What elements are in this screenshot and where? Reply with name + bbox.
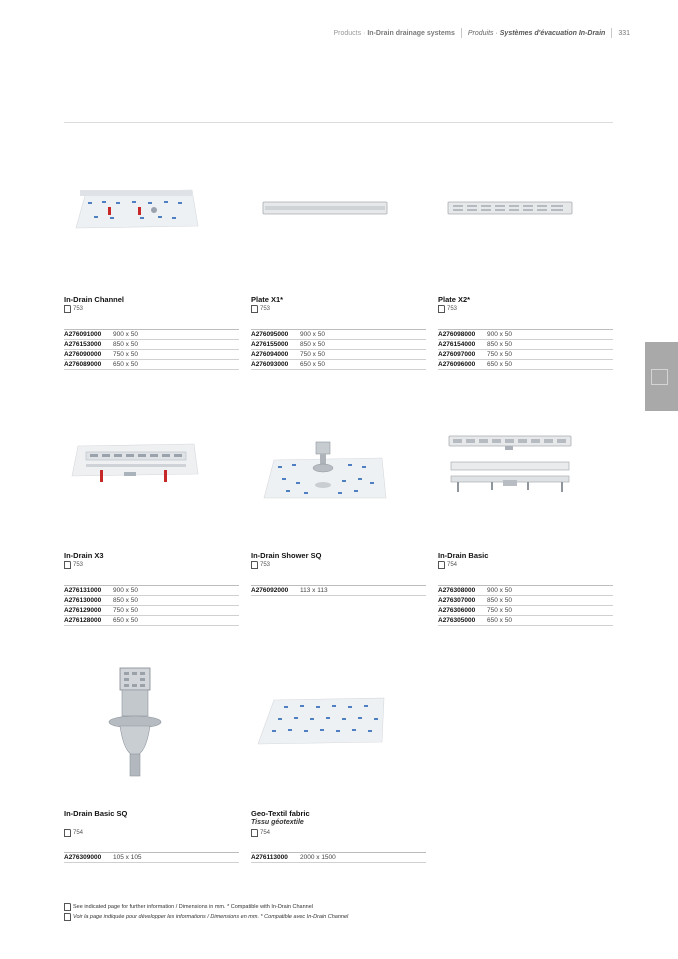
article-code: A276097000 <box>438 351 476 358</box>
document-icon <box>64 305 71 313</box>
article-dimensions: 2000 x 1500 <box>300 854 336 861</box>
table-row <box>64 616 239 626</box>
document-icon <box>64 561 71 569</box>
table-row <box>438 360 613 370</box>
in-drain-basic-image <box>447 432 573 500</box>
article-code: A276098000 <box>438 331 476 338</box>
plate-x2-image <box>447 200 573 216</box>
table-row <box>64 350 239 360</box>
page-reference-number: 754 <box>260 830 271 836</box>
article-table <box>251 585 426 596</box>
article-code: A276095000 <box>251 331 289 338</box>
table-row <box>64 596 239 606</box>
page-reference[interactable] <box>64 829 83 837</box>
article-code: A276094000 <box>251 351 289 358</box>
article-dimensions: 650 x 50 <box>487 617 512 624</box>
footer-note-en <box>64 903 313 911</box>
table-row <box>438 350 613 360</box>
page-reference-number: 753 <box>260 562 271 568</box>
article-dimensions: 750 x 50 <box>487 607 512 614</box>
article-code: A276091000 <box>64 331 102 338</box>
article-dimensions: 750 x 50 <box>113 607 138 614</box>
page-number: 331 <box>618 29 630 37</box>
article-table <box>64 585 239 626</box>
page-reference[interactable] <box>64 305 83 313</box>
article-dimensions: 850 x 50 <box>487 597 512 604</box>
article-code: A276305000 <box>438 617 476 624</box>
header-en-title: In-Drain drainage systems <box>367 29 455 37</box>
footer-note-fr <box>64 913 348 921</box>
table-row <box>64 360 239 370</box>
article-dimensions: 900 x 50 <box>113 331 138 338</box>
article-dimensions: 650 x 50 <box>113 361 138 368</box>
table-row <box>438 340 613 350</box>
product-name: In-Drain Shower SQ <box>251 551 322 560</box>
in-drain-shower-sq-image <box>262 440 388 500</box>
table-row <box>251 853 426 863</box>
article-dimensions: 650 x 50 <box>487 361 512 368</box>
article-code: A276128000 <box>64 617 102 624</box>
article-dimensions: 650 x 50 <box>300 361 325 368</box>
table-row <box>64 340 239 350</box>
article-code: A276130000 <box>64 597 102 604</box>
in-drain-channel-image <box>74 180 200 232</box>
article-code: A276090000 <box>64 351 102 358</box>
table-row <box>438 586 613 596</box>
page-reference-number: 753 <box>73 562 84 568</box>
product-name: In-Drain Basic <box>438 551 489 560</box>
article-code: A276309000 <box>64 854 102 861</box>
header-rule <box>64 122 613 123</box>
page-reference[interactable] <box>64 561 83 569</box>
article-code: A276131000 <box>64 587 102 594</box>
article-code: A276096000 <box>438 361 476 368</box>
plate-x1-image <box>262 200 388 216</box>
table-row <box>251 350 426 360</box>
article-dimensions: 650 x 50 <box>113 617 138 624</box>
article-table <box>64 329 239 370</box>
article-code: A276155000 <box>251 341 289 348</box>
page-reference[interactable] <box>251 561 270 569</box>
article-dimensions: 900 x 50 <box>487 587 512 594</box>
article-dimensions: 900 x 50 <box>300 331 325 338</box>
product-name: Plate X2* <box>438 295 471 304</box>
table-row <box>251 340 426 350</box>
article-code: A276154000 <box>438 341 476 348</box>
table-row <box>438 330 613 340</box>
header-divider <box>611 28 612 38</box>
article-code: A276129000 <box>64 607 102 614</box>
article-code: A276153000 <box>64 341 102 348</box>
header-divider <box>461 28 462 38</box>
document-icon <box>438 561 445 569</box>
article-dimensions: 750 x 50 <box>487 351 512 358</box>
table-row <box>438 596 613 606</box>
side-tab-icon <box>651 369 668 385</box>
article-dimensions: 105 x 105 <box>113 854 142 861</box>
table-row <box>251 360 426 370</box>
article-dimensions: 900 x 50 <box>113 587 138 594</box>
page-reference-number: 753 <box>260 306 271 312</box>
page-reference-number: 753 <box>447 306 458 312</box>
article-table <box>438 329 613 370</box>
article-table <box>251 852 426 863</box>
article-dimensions: 900 x 50 <box>487 331 512 338</box>
table-row <box>64 586 239 596</box>
table-row <box>438 616 613 626</box>
article-code: A276113000 <box>251 854 288 861</box>
document-icon <box>438 305 445 313</box>
article-code: A276092000 <box>251 587 289 594</box>
article-table <box>64 852 239 863</box>
table-row <box>64 853 239 863</box>
product-name: Plate X1* <box>251 295 284 304</box>
article-dimensions: 850 x 50 <box>113 341 138 348</box>
page-header: Products · In-Drain drainage systems Produits · Systèmes d'évacuation In-Drain 331 <box>333 29 630 37</box>
article-code: A276308000 <box>438 587 476 594</box>
section-side-tab[interactable] <box>645 342 678 411</box>
document-icon <box>251 561 258 569</box>
page-reference-number: 754 <box>447 562 458 568</box>
document-icon <box>64 913 71 921</box>
article-code: A276306000 <box>438 607 476 614</box>
table-row <box>64 606 239 616</box>
in-drain-basic-sq-image <box>104 664 164 782</box>
table-row <box>438 606 613 616</box>
footer-text-en: See indicated page for further information / Dimensions in mm. * Compatible with In-Drain Channel <box>73 904 313 910</box>
geo-textil-fabric-image <box>256 694 388 750</box>
table-row <box>251 586 426 596</box>
article-dimensions: 750 x 50 <box>300 351 325 358</box>
document-icon <box>64 829 71 837</box>
header-fr-prefix: Produits <box>467 29 494 37</box>
article-dimensions: 850 x 50 <box>113 597 138 604</box>
document-icon <box>64 903 71 911</box>
article-table <box>251 329 426 370</box>
product-name: In-Drain X3 <box>64 551 104 560</box>
article-code: A276307000 <box>438 597 476 604</box>
document-icon <box>251 829 258 837</box>
header-fr-title: Systèmes d'évacuation In-Drain <box>499 29 606 37</box>
page-reference[interactable] <box>251 829 270 837</box>
page-reference-number: 753 <box>73 306 84 312</box>
product-name: Geo-Textil fabric <box>251 809 310 818</box>
article-dimensions: 113 x 113 <box>300 587 328 594</box>
table-row <box>64 330 239 340</box>
page-reference[interactable] <box>438 305 457 313</box>
article-code: A276089000 <box>64 361 102 368</box>
article-dimensions: 850 x 50 <box>300 341 325 348</box>
header-en-prefix: Products <box>333 29 362 37</box>
article-dimensions: 750 x 50 <box>113 351 138 358</box>
in-drain-x3-image <box>70 440 200 488</box>
page-reference-number: 754 <box>73 830 84 836</box>
article-dimensions: 850 x 50 <box>487 341 512 348</box>
document-icon <box>251 305 258 313</box>
product-name: In-Drain Basic SQ <box>64 809 128 818</box>
product-name: In-Drain Channel <box>64 295 125 304</box>
page-reference[interactable] <box>251 305 270 313</box>
article-code: A276093000 <box>251 361 289 368</box>
article-table <box>438 585 613 626</box>
footer-text-fr: Voir la page indiquée pour développer les informations / Dimensions en mm. * Compatible avec In-Drain Channel <box>73 914 349 920</box>
table-row <box>251 330 426 340</box>
product-subtitle: Tissu géotextile <box>251 819 304 826</box>
page-reference[interactable] <box>438 561 457 569</box>
